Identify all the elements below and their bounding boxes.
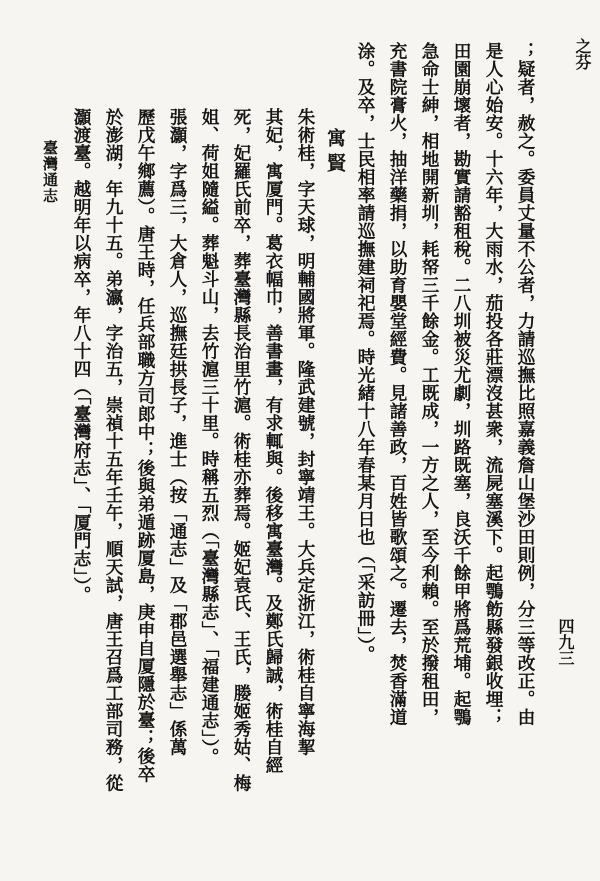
text-column-3: 田園崩壞者，勘實請豁租稅。二八圳被災尤劇，圳路既塞，良沃千餘甲將爲荒埔。起鶚 bbox=[451, 42, 472, 726]
text-column-2: 是人心始安。十六年，大雨水，茄投各莊漂沒甚衆，流屍塞溪下。起鶚飭縣發銀收埋； bbox=[483, 42, 504, 726]
page-number: 四九三 bbox=[556, 618, 575, 666]
text-column-13: 於澎湖，年九十五。弟瀛，字治五，崇禎十五年壬午，順天試，唐王召爲工部司務，從 bbox=[103, 108, 124, 792]
text-column-1: ；疑者，赦之。委員丈量不公者，力請巡撫比照嘉義詹山堡沙田則例，分三等改正。由 bbox=[515, 42, 536, 726]
section-heading: 寓賢 bbox=[324, 128, 346, 178]
text-column-14: 灝渡臺。越明年以病卒，年八十四（「臺灣府志」、「厦門志」）。 bbox=[71, 108, 92, 604]
text-column-12: 歷戊午鄉薦）。唐王時，任兵部職方司郎中；後與弟遁跡厦島，庚申自厦隱於臺；後卒 bbox=[135, 108, 156, 784]
text-column-9: 死，妃羅氏前卒，葬臺灣縣長治里竹滬。術桂亦葬焉。姬妃袁氏、王氏，媵姬秀姑、梅 bbox=[231, 108, 252, 792]
text-column-4: 急命士紳，相地開新圳，耗帑三千餘金。工既成，一方之人，至今利賴。至於撥租田， bbox=[419, 42, 440, 726]
text-column-5: 充書院膏火，抽洋藥捐，以助育嬰堂經費。見諸善政，百姓皆歌頌之。遷去，焚香滿道 bbox=[387, 42, 408, 726]
text-column-8: 其妃，寓厦門。葛衣幅巾，善書畫，有求輒與。後移寓臺灣。及鄭氏歸誠，術桂自經 bbox=[263, 108, 284, 774]
text-column-11: 張灝，字爲三，大倉人，巡撫廷拱長子，進士（按「通志」及「郡邑選舉志」係萬 bbox=[167, 108, 188, 756]
text-column-7: 朱術桂，字天球，明輔國將軍。隆武建號，封寧靖王。大兵定浙江，術桂自寧海挈 bbox=[295, 108, 316, 756]
text-column-10: 姐、荷姐隨縊。葬魁斗山，去竹滬三十里。時稱五烈（「臺灣縣志」、「福建通志」）。 bbox=[199, 108, 220, 766]
text-column-6: 涂。及卒，士民相率請巡撫建祠祀焉。時光緒十八年春某月日也（「采訪冊」）。 bbox=[355, 42, 376, 664]
edge-fragment: 之芬 bbox=[573, 38, 592, 70]
running-title: 臺灣通志 bbox=[41, 140, 59, 204]
